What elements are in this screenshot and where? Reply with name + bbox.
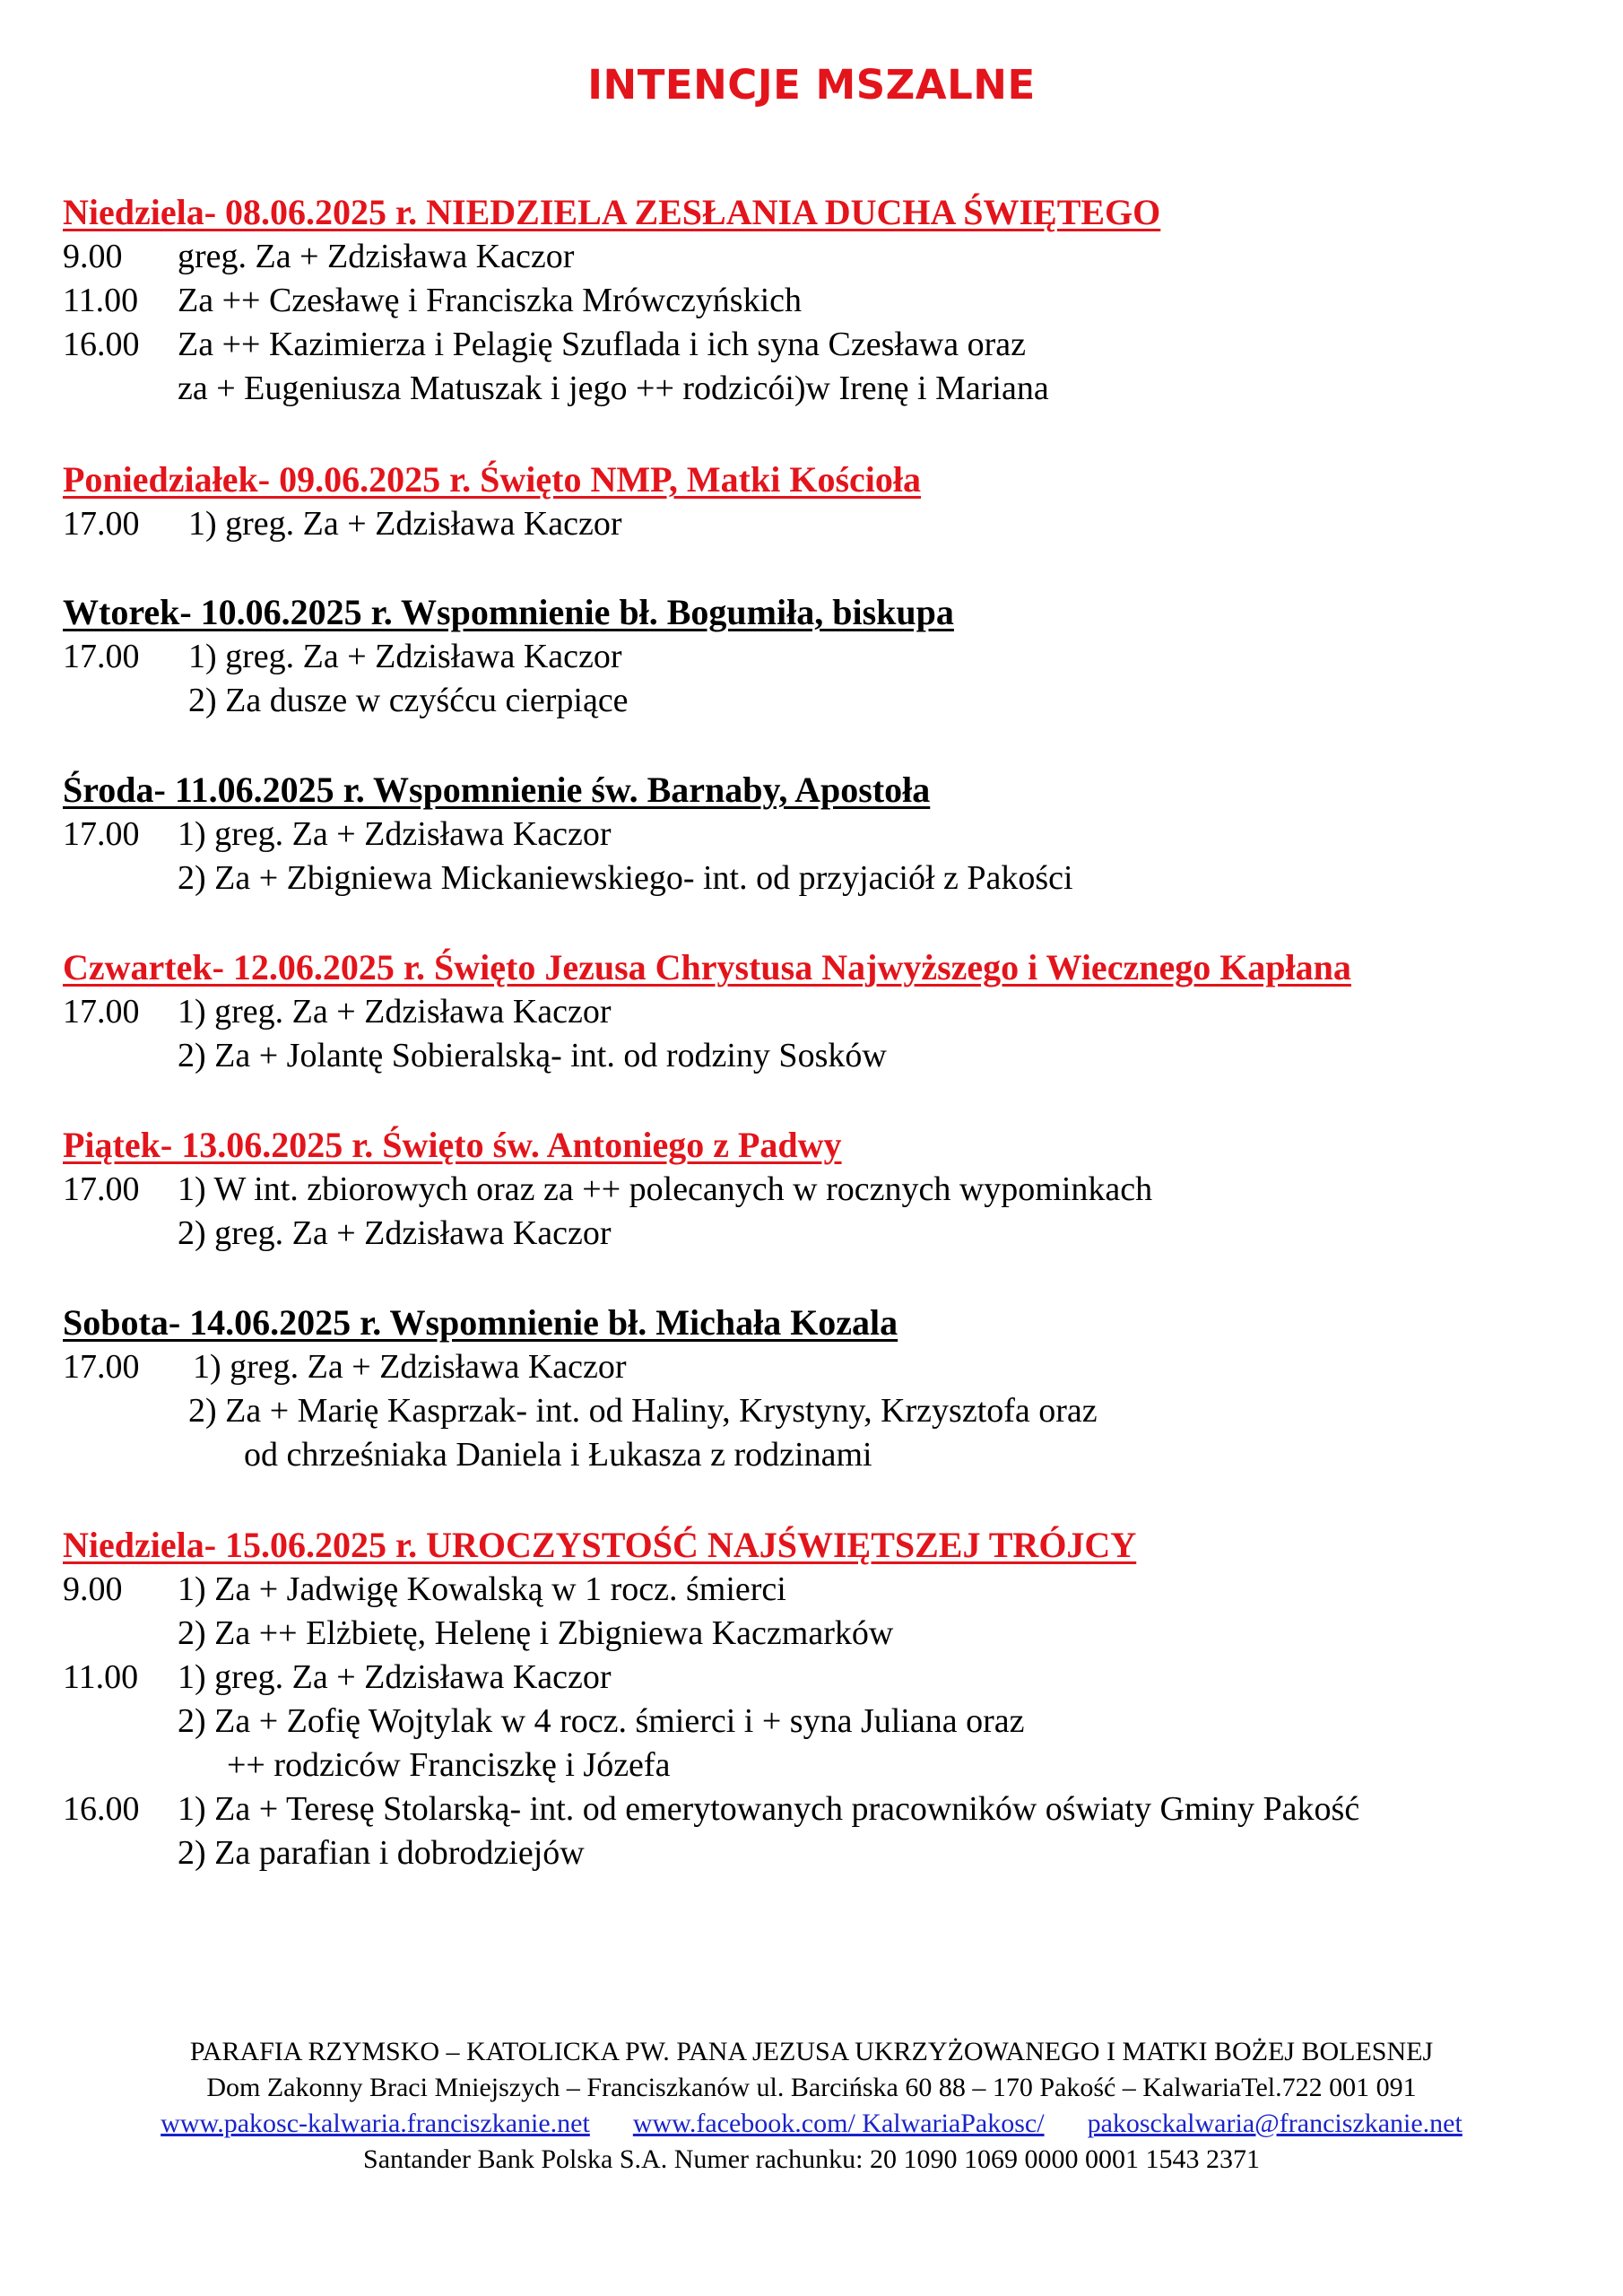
day-heading: Środa- 11.06.2025 r. Wspomnienie św. Barnaby, Apostoła (63, 770, 931, 810)
parish-address: Dom Zakonny Braci Mniejszych – Franciszkanów ul. Barcińska 60 88 – 170 Pakość – KalwariaTel.722 001 091 (206, 2073, 1417, 2102)
mass-line (63, 1168, 1587, 1212)
mass-intention: 2) Za parafian i dobrodziejów (178, 1834, 585, 1872)
mass-time: 17.00 (63, 815, 140, 853)
mass-line (63, 323, 1587, 367)
day-section-monday-0906 (63, 457, 1587, 546)
mass-line (63, 1212, 1587, 1256)
mass-line (63, 1345, 1587, 1389)
mass-line (63, 502, 1587, 546)
day-section-tuesday-1006 (63, 590, 1587, 723)
mass-intention: 1) greg. Za + Zdzisława Kaczor (188, 638, 622, 675)
mass-line (63, 1700, 1587, 1744)
day-heading: Wtorek- 10.06.2025 r. Wspomnienie bł. Bogumiła, biskupa (63, 592, 954, 632)
mass-intention: 1) Za + Jadwigę Kowalską w 1 rocz. śmierci (178, 1570, 786, 1608)
mass-line (63, 1612, 1587, 1656)
mass-intention: 2) Za + Marię Kasprzak- int. od Haliny, Krystyny, Krzysztofa oraz (188, 1392, 1098, 1430)
website-link[interactable]: www.pakosc-kalwaria.franciszkanie.net (161, 2109, 590, 2138)
mass-line (63, 1433, 1587, 1477)
mass-intention: za + Eugeniusza Matuszak i jego ++ rodzicói)w Irenę i Mariana (178, 370, 1049, 407)
day-section-friday-1306 (63, 1123, 1587, 1256)
mass-time: 9.00 (63, 1570, 123, 1608)
mass-intention: greg. Za + Zdzisława Kaczor (178, 238, 575, 275)
mass-intention: 2) Za + Zofię Wojtylak w 4 rocz. śmierci i + syna Juliana oraz (178, 1702, 1025, 1740)
mass-intention: 1) greg. Za + Zdzisława Kaczor (178, 815, 612, 853)
footer-links (0, 2106, 1623, 2142)
mass-intention: ++ rodziców Franciszkę i Józefa (227, 1746, 671, 1784)
parish-footer (0, 2034, 1623, 2178)
mass-intention: 1) greg. Za + Zdzisława Kaczor (178, 1658, 612, 1696)
mass-line (63, 990, 1587, 1034)
day-section-saturday-1406 (63, 1300, 1587, 1477)
parish-name: PARAFIA RZYMSKO – KATOLICKA PW. PANA JEZUSA UKRZYŻOWANEGO I MATKI BOŻEJ BOLESNEJ (189, 2037, 1434, 2066)
mass-line (63, 857, 1587, 900)
mass-line (63, 1787, 1587, 1831)
mass-time: 17.00 (63, 1170, 140, 1208)
mass-line (63, 1656, 1587, 1700)
day-heading: Sobota- 14.06.2025 r. Wspomnienie bł. Michała Kozala (63, 1302, 898, 1343)
page-title: INTENCJE MSZALNE (587, 61, 1036, 109)
mass-intention: 1) greg. Za + Zdzisława Kaczor (193, 1348, 627, 1386)
day-heading: Piątek- 13.06.2025 r. Święto św. Antoniego z Padwy (63, 1125, 842, 1165)
mass-line (63, 1389, 1587, 1433)
mass-line (63, 367, 1587, 411)
day-heading: Niedziela- 08.06.2025 r. NIEDZIELA ZESŁANIA DUCHA ŚWIĘTEGO (63, 192, 1161, 232)
day-section-sunday-0806 (63, 190, 1587, 411)
mass-time: 11.00 (63, 282, 139, 319)
mass-line (63, 813, 1587, 857)
day-heading: Czwartek- 12.06.2025 r. Święto Jezusa Chrystusa Najwyższego i Wiecznego Kapłana (63, 947, 1351, 987)
day-section-sunday-1506 (63, 1523, 1587, 1875)
mass-time: 17.00 (63, 993, 140, 1031)
mass-time: 11.00 (63, 1658, 139, 1696)
mass-intention: 2) greg. Za + Zdzisława Kaczor (178, 1214, 612, 1252)
day-heading: Niedziela- 15.06.2025 r. UROCZYSTOŚĆ NAJŚWIĘTSZEJ TRÓJCY (63, 1525, 1137, 1565)
day-section-thursday-1206 (63, 945, 1587, 1078)
mass-intention: 1) Za + Teresę Stolarską- int. od emerytowanych pracowników oświaty Gminy Pakość (178, 1790, 1360, 1828)
mass-intention: Za ++ Czesławę i Franciszka Mrówczyńskich (178, 282, 803, 319)
mass-intention: 1) greg. Za + Zdzisława Kaczor (178, 993, 612, 1031)
bank-account: Santander Bank Polska S.A. Numer rachunku: 20 1090 1069 0000 0001 1543 2371 (363, 2144, 1260, 2174)
mass-intention: 2) Za dusze w czyśćcu cierpiące (188, 682, 629, 719)
email-link[interactable]: pakosckalwaria@franciszkanie.net (1087, 2109, 1462, 2138)
mass-intention: 2) Za + Zbigniewa Mickaniewskiego- int. od przyjaciół z Pakości (178, 859, 1073, 897)
mass-intention: 1) W int. zbiorowych oraz za ++ polecanych w rocznych wypominkach (178, 1170, 1153, 1208)
mass-intention: 2) Za + Jolantę Sobieralską- int. od rodziny Sosków (178, 1037, 887, 1074)
mass-time: 17.00 (63, 638, 140, 675)
mass-line (63, 635, 1587, 679)
mass-line (63, 1831, 1587, 1875)
mass-intention: Za ++ Kazimierza i Pelagię Szuflada i ich syna Czesława oraz (178, 326, 1027, 363)
facebook-link[interactable]: www.facebook.com/ KalwariaPakosc/ (632, 2109, 1045, 2138)
mass-line (63, 1744, 1587, 1787)
day-heading: Poniedziałek- 09.06.2025 r. Święto NMP, Matki Kościoła (63, 459, 921, 500)
mass-intention: od chrześniaka Daniela i Łukasza z rodzinami (244, 1436, 872, 1474)
mass-time: 9.00 (63, 238, 123, 275)
mass-line (63, 279, 1587, 323)
mass-line (63, 1034, 1587, 1078)
mass-time: 16.00 (63, 326, 140, 363)
mass-time: 16.00 (63, 1790, 140, 1828)
day-section-wednesday-1106 (63, 768, 1587, 900)
mass-time: 17.00 (63, 505, 140, 543)
mass-line (63, 235, 1587, 279)
mass-time: 17.00 (63, 1348, 140, 1386)
mass-intention: 2) Za ++ Elżbietę, Helenę i Zbigniewa Kaczmarków (178, 1614, 894, 1652)
mass-line (63, 679, 1587, 723)
mass-intention: 1) greg. Za + Zdzisława Kaczor (188, 505, 622, 543)
mass-line (63, 1568, 1587, 1612)
